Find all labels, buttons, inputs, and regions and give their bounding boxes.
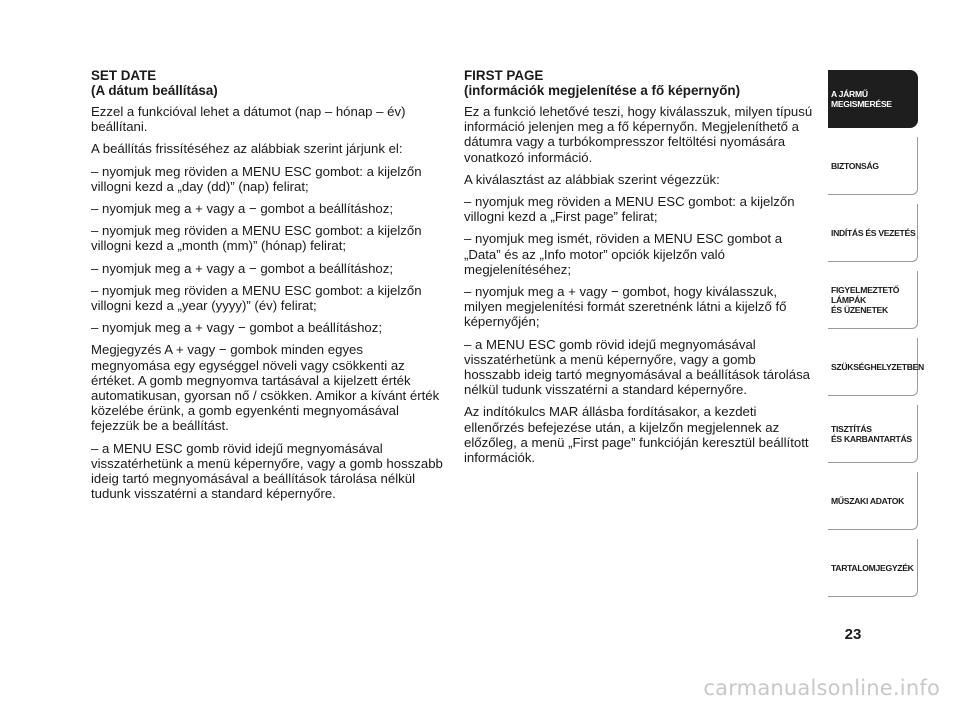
step-paragraph: – nyomjuk meg röviden a MENU ESC gombot: a kijelzőn villogni kezd a „day (dd)” (nap) felirat; <box>91 163 422 194</box>
step-paragraph: – nyomjuk meg a + vagy a − gombot a beállításhoz; <box>91 260 394 276</box>
step-paragraph: – nyomjuk meg a + vagy a − gombot a beállításhoz; <box>91 201 394 217</box>
tab-a-jarmu-megismerese[interactable]: A JÁRMŰ MEGISMERÉSE <box>828 70 918 128</box>
step-paragraph: – nyomjuk meg ismét, röviden a MENU ESC gombot a „Data” és az „Info motor” opciók kijelzőn való megjelenítéséhez; <box>464 231 783 277</box>
paragraph: Az indítókulcs MAR állásba fordításakor, a kezdeti ellenőrzés befejezése után, a kijelzőn megjelennek az előzőleg, a menü „First page” funkcióján keresztül beállított információk. <box>464 404 809 466</box>
tab-tartalomjegyzek[interactable]: TARTALOMJEGYZÉK <box>828 539 918 597</box>
step-paragraph: – nyomjuk meg röviden a MENU ESC gombot: a kijelzőn villogni kezd a „year (yyyy)” (év) felirat; <box>91 282 422 314</box>
step-paragraph: – nyomjuk meg a + vagy − gombot, hogy kiválasszuk, milyen megjelenítési formát szeretnénk látni a kijelző fő képernyőjén; <box>464 284 787 330</box>
paragraph: A beállítás frissítéséhez az alábbiak szerint járjunk el: <box>91 141 403 157</box>
watermark: carmanualsonline.info <box>703 676 940 700</box>
page-number: 23 <box>844 626 862 643</box>
tab-tisztitas-es-karbantartas[interactable]: TISZTÍTÁS ÉS KARBANTARTÁS <box>828 405 918 463</box>
tab-inditas-es-vezetes[interactable]: INDÍTÁS ÉS VEZETÉS <box>828 204 918 262</box>
paragraph: Ez a funkció lehetővé teszi, hogy kiválasszuk, milyen típusú információ jelenjen meg a fő képernyőn. Megjeleníthető a dátumra vagy a turbókompresszor feltöltési nyomására vonatkozó információ. <box>464 104 813 165</box>
left-column <box>91 68 443 508</box>
step-paragraph: – nyomjuk meg a + vagy − gombot a beállításhoz; <box>91 320 383 336</box>
tab-figyelmezteto-lampak[interactable]: FIGYELMEZTETŐ LÁMPÁK ÉS ÜZENETEK <box>828 271 918 329</box>
chapter-sidebar <box>828 70 924 606</box>
tab-muszaki-adatok[interactable]: MŰSZAKI ADATOK <box>828 472 918 530</box>
step-paragraph: – nyomjuk meg röviden a MENU ESC gombot: a kijelzőn villogni kezd a „First page” felirat; <box>464 194 795 225</box>
first-page-subtitle: (információk megjelenítése a fő képernyőn) <box>464 83 741 98</box>
set-date-heading <box>91 68 443 98</box>
set-date-subtitle: (A dátum beállítása) <box>91 83 218 98</box>
note-paragraph: Megjegyzés A + vagy − gombok minden egyes megnyomása egy egységgel növeli vagy csökkenti az értéket. A gomb megnyomva tartásával a kijelzett érték automatikusan, gyorsan nő / csökken. Amikor a kívánt érték közelébe érünk, a gomb egyenkénti megnyomásával fejezzük be a beállítást. <box>91 342 440 434</box>
first-page-title: FIRST PAGE <box>464 68 544 83</box>
paragraph: A kiválasztást az alábbiak szerint végezzük: <box>464 171 720 187</box>
tab-biztonsag[interactable]: BIZTONSÁG <box>828 137 918 195</box>
step-paragraph: – a MENU ESC gomb rövid idejű megnyomásával visszatérhetünk a menü képernyőre, vagy a gomb hosszabb ideig tartó megnyomásával a beállítások tárolása nélkül tudunk visszatérni a standard képernyőre. <box>91 440 443 502</box>
step-paragraph: – a MENU ESC gomb rövid idejű megnyomásával visszatérhetünk a menü képernyőre, vagy a gomb hosszabb ideig tartó megnyomásával a beállítások tárolása nélkül tudunk visszatérni a standard képernyőre. <box>464 336 811 398</box>
right-column <box>464 68 814 472</box>
paragraph: Ezzel a funkcióval lehet a dátumot (nap – hónap – év) beállítani. <box>91 104 406 135</box>
tab-szukseghelyzetben[interactable]: SZÜKSÉGHELYZETBEN <box>828 338 918 396</box>
first-page-heading <box>464 68 814 98</box>
set-date-title: SET DATE <box>91 68 157 83</box>
step-paragraph: – nyomjuk meg röviden a MENU ESC gombot: a kijelzőn villogni kezd a „month (mm)” (hónap) felirat; <box>91 223 422 254</box>
